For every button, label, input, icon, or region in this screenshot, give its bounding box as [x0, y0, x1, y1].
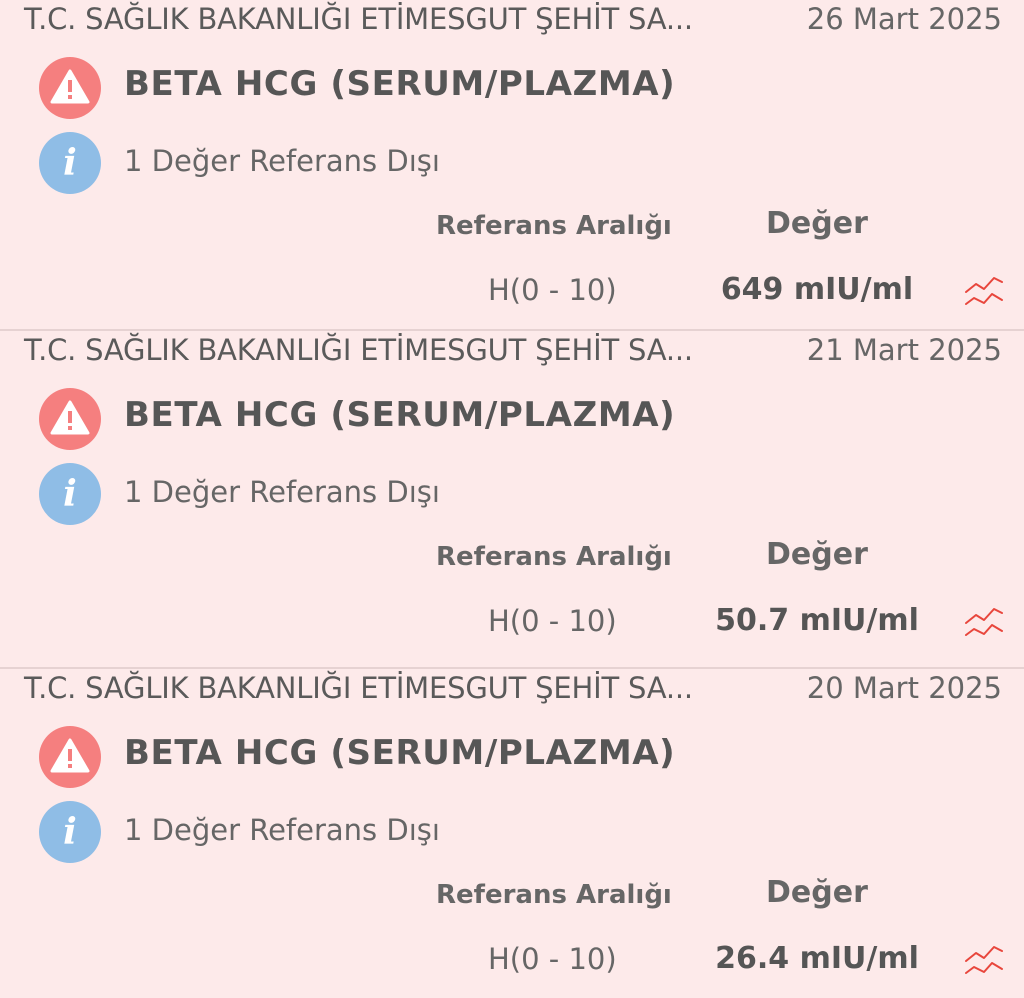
- result-date: 20 Mart 2025: [806, 671, 1002, 705]
- trend-chart-icon[interactable]: [964, 943, 1004, 977]
- trend-chart-icon[interactable]: [964, 274, 1004, 308]
- reference-range-value: H(0 - 10): [488, 273, 617, 307]
- info-glyph: i: [63, 473, 77, 515]
- info-icon: [39, 132, 101, 194]
- result-value: 50.7 mIU/ml: [715, 603, 919, 638]
- result-date: 26 Mart 2025: [806, 2, 1002, 36]
- hospital-name: T.C. SAĞLIK BAKANLIĞI ETİMESGUT ŞEHİT SA...: [24, 2, 693, 36]
- result-value: 649 mIU/ml: [720, 272, 914, 307]
- lab-result-card[interactable]: [0, 331, 1024, 669]
- info-glyph: i: [63, 142, 77, 184]
- warning-triangle-icon: [39, 726, 101, 788]
- value-header: Değer: [766, 206, 868, 241]
- info-glyph: i: [63, 811, 77, 853]
- result-date: 21 Mart 2025: [806, 333, 1002, 367]
- test-name: BETA HCG (SERUM/PLAZMA): [124, 733, 676, 773]
- warning-triangle-icon: [39, 388, 101, 450]
- hospital-name: T.C. SAĞLIK BAKANLIĞI ETİMESGUT ŞEHİT SA...: [24, 333, 693, 367]
- info-icon: [39, 463, 101, 525]
- lab-result-card[interactable]: [0, 669, 1024, 998]
- value-header: Değer: [766, 537, 868, 572]
- test-name: BETA HCG (SERUM/PLAZMA): [124, 64, 676, 104]
- out-of-range-text: 1 Değer Referans Dışı: [124, 475, 440, 509]
- reference-range-value: H(0 - 10): [488, 942, 617, 976]
- hospital-name: T.C. SAĞLIK BAKANLIĞI ETİMESGUT ŞEHİT SA...: [24, 671, 693, 705]
- reference-range-header: Referans Aralığı: [436, 880, 672, 910]
- warning-triangle-icon: [39, 57, 101, 119]
- value-header: Değer: [766, 875, 868, 910]
- reference-range-value: H(0 - 10): [488, 604, 617, 638]
- result-value: 26.4 mIU/ml: [715, 941, 919, 976]
- trend-chart-icon[interactable]: [964, 605, 1004, 639]
- lab-result-card[interactable]: [0, 0, 1024, 331]
- out-of-range-text: 1 Değer Referans Dışı: [124, 813, 440, 847]
- reference-range-header: Referans Aralığı: [436, 542, 672, 572]
- info-icon: [39, 801, 101, 863]
- test-name: BETA HCG (SERUM/PLAZMA): [124, 395, 676, 435]
- reference-range-header: Referans Aralığı: [436, 211, 672, 241]
- out-of-range-text: 1 Değer Referans Dışı: [124, 144, 440, 178]
